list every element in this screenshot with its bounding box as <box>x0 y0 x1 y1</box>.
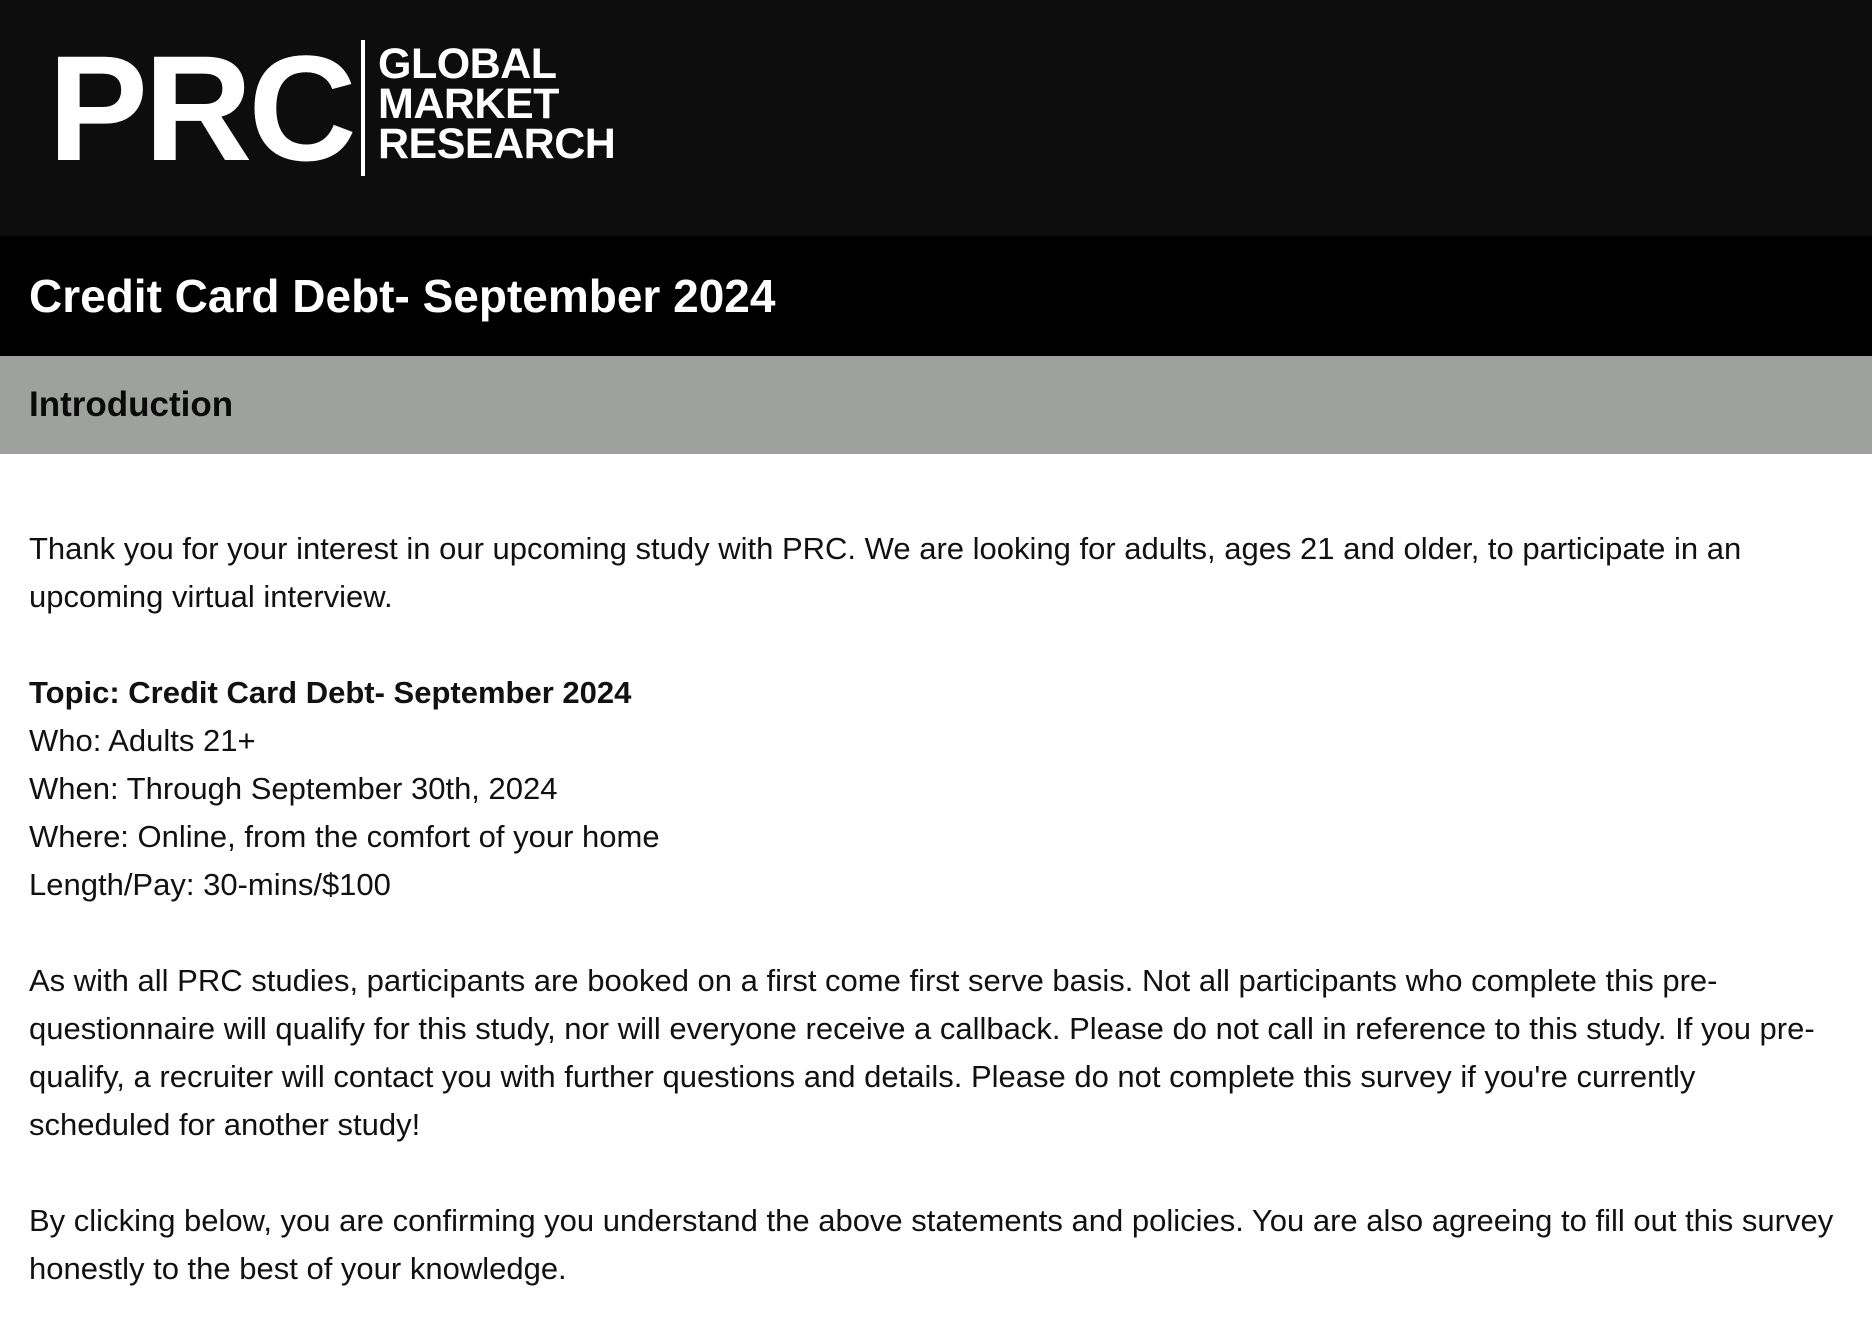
policy-paragraph: As with all PRC studies, participants are booked on a first come first serve basis. Not all participants who complete this pre-questionnaire will qualify for this study, nor will everyone receive a callback. Please do not call in reference to this study. If you pre-qualify, a recruiter will contact you with further questions and details. Please do not complete this survey if you're currently scheduled for another study! <box>29 963 1815 1142</box>
study-topic: Topic: Credit Card Debt- September 2024 <box>29 675 632 710</box>
logo-mark: PRC <box>48 24 353 192</box>
section-header <box>0 356 1872 454</box>
study-who: Who: Adults 21+ <box>29 723 256 758</box>
logo-bar <box>0 0 1872 236</box>
logo-wordmark <box>378 40 638 168</box>
logo-word-research: RESEARCH <box>378 120 616 168</box>
study-where: Where: Online, from the comfort of your home <box>29 819 660 854</box>
section-title: Introduction <box>29 385 234 424</box>
study-length-pay: Length/Pay: 30-mins/$100 <box>29 867 391 902</box>
page-title: Credit Card Debt- September 2024 <box>29 270 776 322</box>
intro-paragraph: Thank you for your interest in our upcoming study with PRC. We are looking for adults, ages 21 and older, to participate in an upcoming virtual interview. <box>29 531 1742 614</box>
logo-divider <box>361 40 365 176</box>
study-when: When: Through September 30th, 2024 <box>29 771 558 806</box>
survey-title-bar <box>0 236 1872 356</box>
intro-content <box>29 525 1841 1341</box>
study-details <box>29 669 1841 909</box>
logo-word-market: MARKET <box>378 80 559 128</box>
consent-paragraph: By clicking below, you are confirming you understand the above statements and policies. You are also agreeing to fill out this survey honestly to the best of your knowledge. <box>29 1203 1834 1286</box>
logo-word-global: GLOBAL <box>378 40 557 88</box>
